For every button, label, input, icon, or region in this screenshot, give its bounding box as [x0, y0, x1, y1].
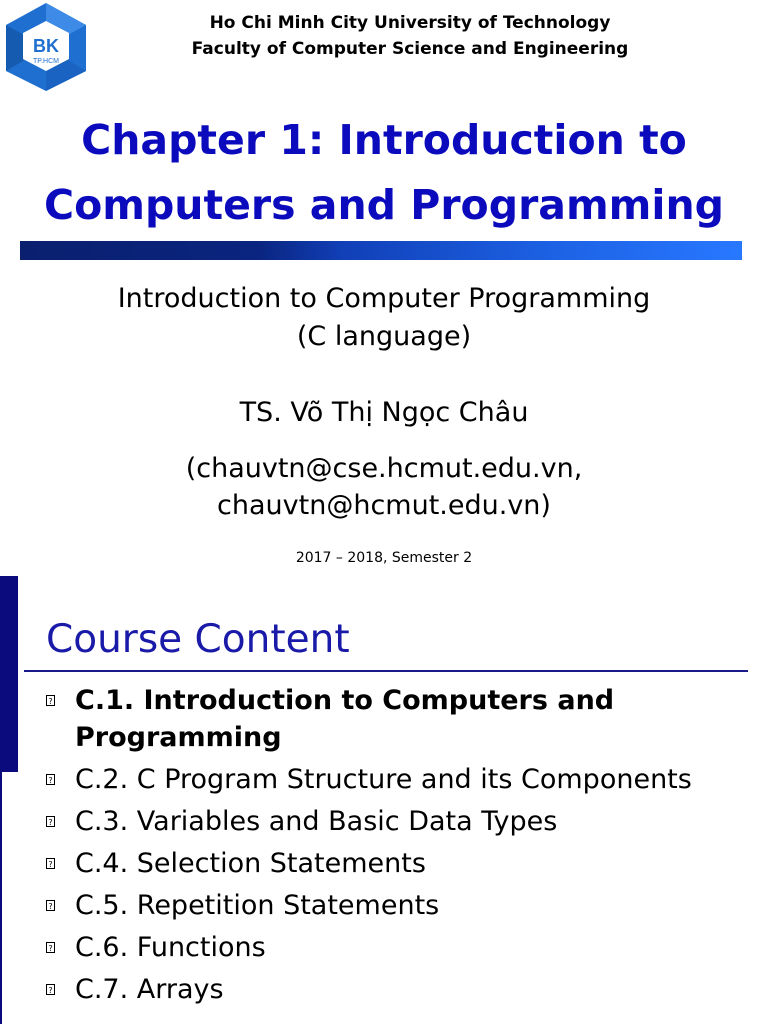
list-item — [44, 887, 744, 924]
list-item-label: C.5. Repetition Statements — [75, 890, 440, 921]
course-language: (C language) — [296, 321, 472, 352]
chapter-title-line1: Chapter 1: Introduction to — [81, 116, 687, 164]
list-item — [44, 929, 744, 966]
list-item — [44, 761, 744, 798]
author-email-1: (chauvtn@cse.hcmut.edu.vn, — [185, 453, 583, 484]
bullet-icon: ? — [46, 774, 55, 785]
list-item — [44, 845, 744, 882]
list-item-label: C.7. Arrays — [75, 974, 224, 1005]
list-item-label: C.4. Selection Statements — [75, 848, 426, 879]
institution-header — [120, 10, 700, 62]
faculty-name: Faculty of Computer Science and Engineering — [191, 39, 629, 59]
bullet-icon: ? — [46, 858, 55, 869]
chapter-title — [0, 108, 768, 238]
course-content-slide — [0, 572, 768, 1024]
course-content-title: Course Content — [46, 617, 350, 662]
list-item — [44, 682, 744, 756]
list-item-label: C.3. Variables and Basic Data Types — [75, 806, 558, 837]
title-underline — [24, 670, 748, 672]
list-item-label: C.1. Introduction to Computers and Programming — [75, 685, 615, 753]
list-item — [44, 971, 744, 1008]
author-name: TS. Võ Thị Ngọc Châu — [239, 397, 529, 428]
list-item — [44, 803, 744, 840]
bullet-icon: ? — [46, 900, 55, 911]
author-emails — [0, 450, 768, 524]
bullet-icon: ? — [46, 695, 55, 706]
side-accent-line — [0, 772, 2, 1024]
bullet-icon: ? — [46, 942, 55, 953]
university-logo — [1, 1, 91, 93]
title-divider-bar — [20, 241, 742, 260]
logo-subtext: TP.HCM — [33, 58, 59, 65]
side-accent-bar — [0, 576, 18, 772]
author-email-2: chauvtn@hcmut.edu.vn) — [217, 490, 551, 521]
course-subtitle — [0, 280, 768, 356]
logo-text: BK — [33, 36, 59, 56]
bullet-icon: ? — [46, 816, 55, 827]
bullet-icon: ? — [46, 984, 55, 995]
semester-label: 2017 – 2018, Semester 2 — [295, 550, 473, 566]
list-item-label: C.6. Functions — [75, 932, 266, 963]
university-name: Ho Chi Minh City University of Technology — [209, 13, 611, 33]
course-name: Introduction to Computer Programming — [117, 283, 651, 314]
list-item-label: C.2. C Program Structure and its Components — [75, 764, 692, 795]
chapter-title-line2: Computers and Programming — [43, 181, 724, 229]
course-content-list — [44, 682, 744, 1013]
